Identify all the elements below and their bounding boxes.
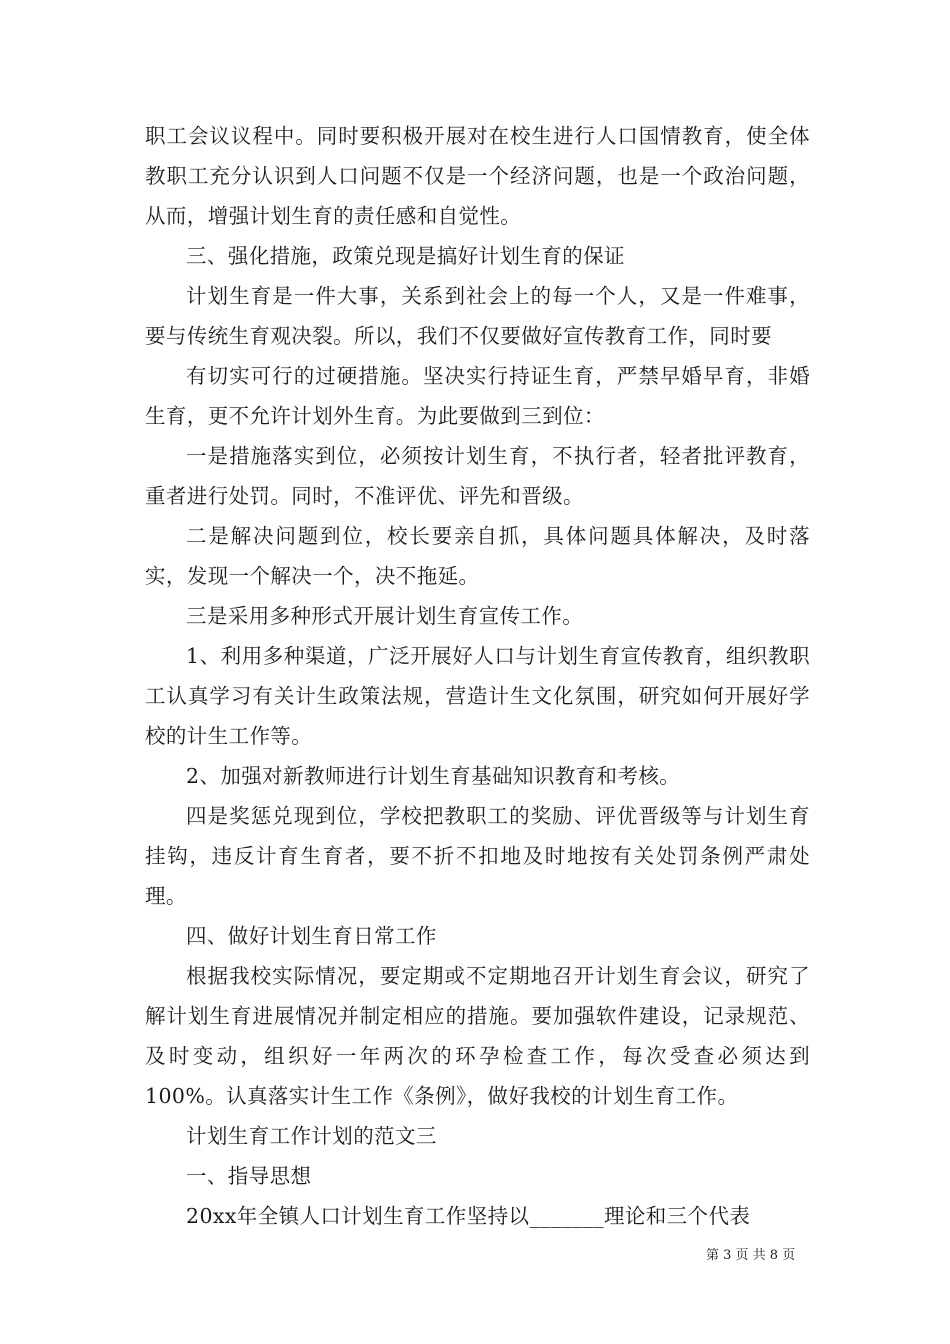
paragraph: 三是采用多种形式开展计划生育宣传工作。 — [186, 604, 584, 628]
paragraph: 20xx年全镇人口计划生育工作坚持以_______理论和三个代表 — [186, 1204, 751, 1228]
paragraph: 职工会议议程中。同时要积极开展对在校生进行人口国情教育，使全体教职工充分认识到人口问题不仅是一个经济问题，也是一个政治问题，从而，增强计划生育的责任感和自觉性。 — [145, 124, 810, 228]
section-heading: 三、强化措施，政策兑现是搞好计划生育的保证 — [186, 244, 625, 268]
section-heading: 四、做好计划生育日常工作 — [186, 924, 437, 948]
paragraph: 计划生育是一件大事，关系到社会上的每一个人，又是一件难事，要与传统生育观决裂。所以，我们不仅要做好宣传教育工作，同时要 — [145, 284, 810, 348]
paragraph: 二是解决问题到位，校长要亲自抓，具体问题具体解决，及时落实，发现一个解决一个，决不拖延。 — [145, 524, 810, 588]
section-heading: 一、指导思想 — [186, 1164, 312, 1188]
page-number: 第 3 页 共 8 页 — [706, 1248, 796, 1263]
document-subtitle: 计划生育工作计划的范文三 — [186, 1124, 437, 1148]
paragraph: 有切实可行的过硬措施。坚决实行持证生育，严禁早婚早育，非婚生育，更不允许计划外生育。为此要做到三到位： — [145, 364, 810, 428]
paragraph: 四是奖惩兑现到位，学校把教职工的奖励、评优晋级等与计划生育挂钩，违反计育生育者，要不折不扣地及时地按有关处罚条例严肃处理。 — [145, 804, 810, 908]
list-item: 1、利用多种渠道，广泛开展好人口与计划生育宣传教育，组织教职工认真学习有关计生政策法规，营造计生文化氛围，研究如何开展好学校的计生工作等。 — [145, 644, 810, 748]
list-item: 2、加强对新教师进行计划生育基础知识教育和考核。 — [186, 764, 681, 788]
document-body — [145, 116, 810, 1236]
paragraph: 一是措施落实到位，必须按计划生育，不执行者，轻者批评教育，重者进行处罚。同时，不准评优、评先和晋级。 — [145, 444, 810, 508]
paragraph: 根据我校实际情况，要定期或不定期地召开计划生育会议，研究了解计划生育进展情况并制定相应的措施。要加强软件建设，记录规范、及时变动，组织好一年两次的环孕检查工作，每次受查必须达到100%。认真落实计生工作《条例》，做好我校的计划生育工作。 — [145, 964, 810, 1108]
